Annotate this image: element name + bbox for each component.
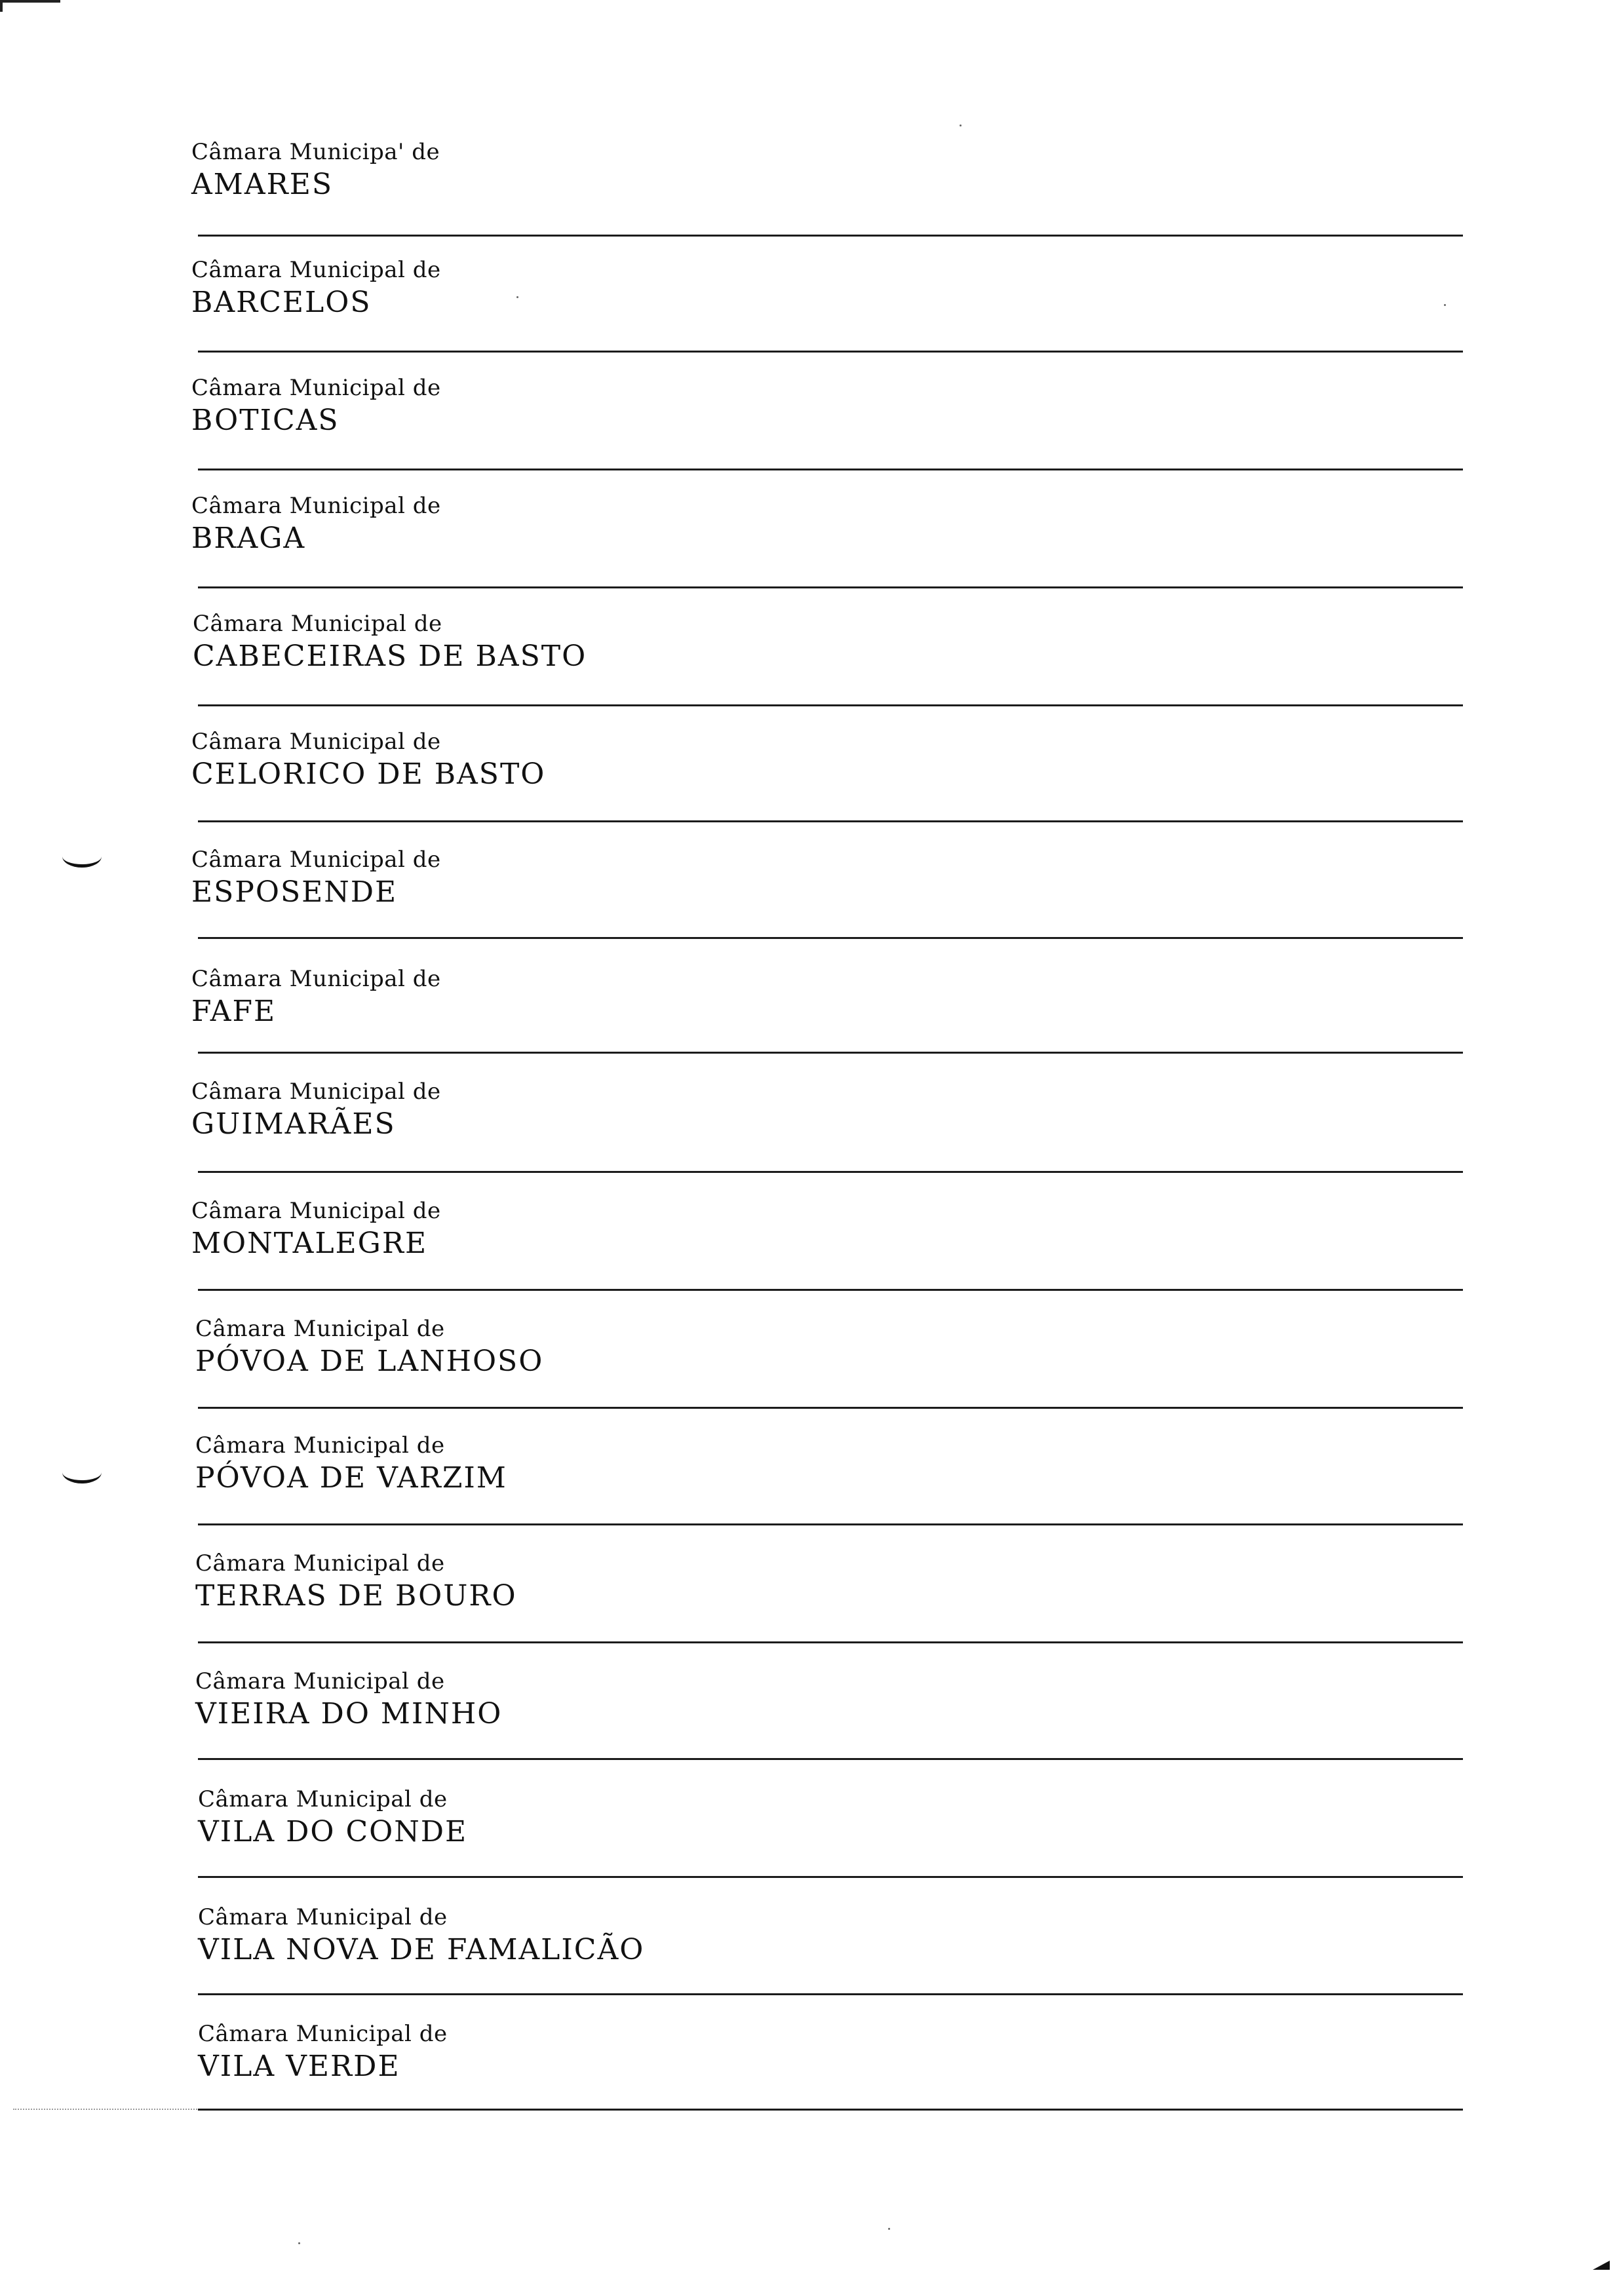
entry-prefix: Câmara Municipal de (195, 1550, 445, 1577)
page-corner-arrow-icon (1593, 2261, 1610, 2270)
entry-prefix: Câmara Municipa' de (191, 139, 440, 165)
divider-line (198, 704, 1463, 706)
entry-prefix: Câmara Municipal de (191, 1198, 441, 1224)
entry-prefix: Câmara Municipal de (198, 1786, 448, 1812)
binder-hole-mark (62, 1458, 102, 1483)
divider-line (198, 235, 1463, 237)
municipality-name: BRAGA (191, 522, 306, 555)
municipality-name: BOTICAS (191, 404, 340, 437)
divider-line (198, 1407, 1463, 1409)
divider-line (198, 1523, 1463, 1525)
scan-speck (298, 2242, 300, 2244)
divider-line (198, 1758, 1463, 1760)
divider-line (198, 1993, 1463, 1995)
municipality-name: TERRAS DE BOURO (195, 1579, 517, 1613)
binder-hole-mark (62, 842, 102, 868)
municipality-name: PÓVOA DE VARZIM (195, 1461, 507, 1495)
municipality-name: VILA VERDE (198, 2050, 400, 2083)
divider-line (198, 937, 1463, 939)
divider-line (198, 2109, 1463, 2111)
divider-line (198, 351, 1463, 353)
entry-prefix: Câmara Municipal de (195, 1668, 445, 1694)
municipality-name: CELORICO DE BASTO (191, 757, 546, 791)
divider-line (198, 1641, 1463, 1643)
municipality-name: PÓVOA DE LANHOSO (195, 1345, 544, 1378)
divider-line (198, 1876, 1463, 1878)
scan-speck (1444, 304, 1446, 306)
entry-prefix: Câmara Municipal de (191, 257, 441, 283)
entry-prefix: Câmara Municipal de (198, 2021, 448, 2047)
municipality-name: VIEIRA DO MINHO (195, 1697, 503, 1731)
scan-speck (516, 296, 518, 298)
entry-prefix: Câmara Municipal de (193, 611, 442, 637)
divider-line (198, 469, 1463, 470)
corner-crop-mark (0, 0, 60, 3)
entry-prefix: Câmara Municipal de (191, 493, 441, 519)
entry-prefix: Câmara Municipal de (191, 729, 441, 755)
entry-prefix: Câmara Municipal de (198, 1904, 448, 1930)
divider-line (198, 1052, 1463, 1054)
municipality-name: VILA NOVA DE FAMALICÃO (198, 1933, 645, 1966)
divider-line (198, 820, 1463, 822)
entry-prefix: Câmara Municipal de (191, 1079, 441, 1105)
entry-prefix: Câmara Municipal de (191, 847, 441, 873)
municipality-name: CABECEIRAS DE BASTO (193, 640, 587, 673)
divider-line (198, 586, 1463, 588)
scan-speck (960, 124, 962, 126)
municipality-name: MONTALEGRE (191, 1227, 428, 1260)
municipality-name: BARCELOS (191, 286, 372, 319)
scan-speck (888, 2228, 890, 2230)
municipality-name: ESPOSENDE (191, 875, 398, 909)
municipality-name: GUIMARÃES (191, 1107, 396, 1141)
municipality-name: AMARES (191, 168, 333, 201)
entry-prefix: Câmara Municipal de (195, 1432, 445, 1459)
entry-prefix: Câmara Municipal de (191, 375, 441, 401)
divider-line (198, 1289, 1463, 1291)
divider-line (198, 1171, 1463, 1173)
entry-prefix: Câmara Municipal de (195, 1316, 445, 1342)
municipality-name: VILA DO CONDE (198, 1815, 468, 1848)
entry-prefix: Câmara Municipal de (191, 966, 441, 992)
municipality-name: FAFE (191, 995, 277, 1028)
